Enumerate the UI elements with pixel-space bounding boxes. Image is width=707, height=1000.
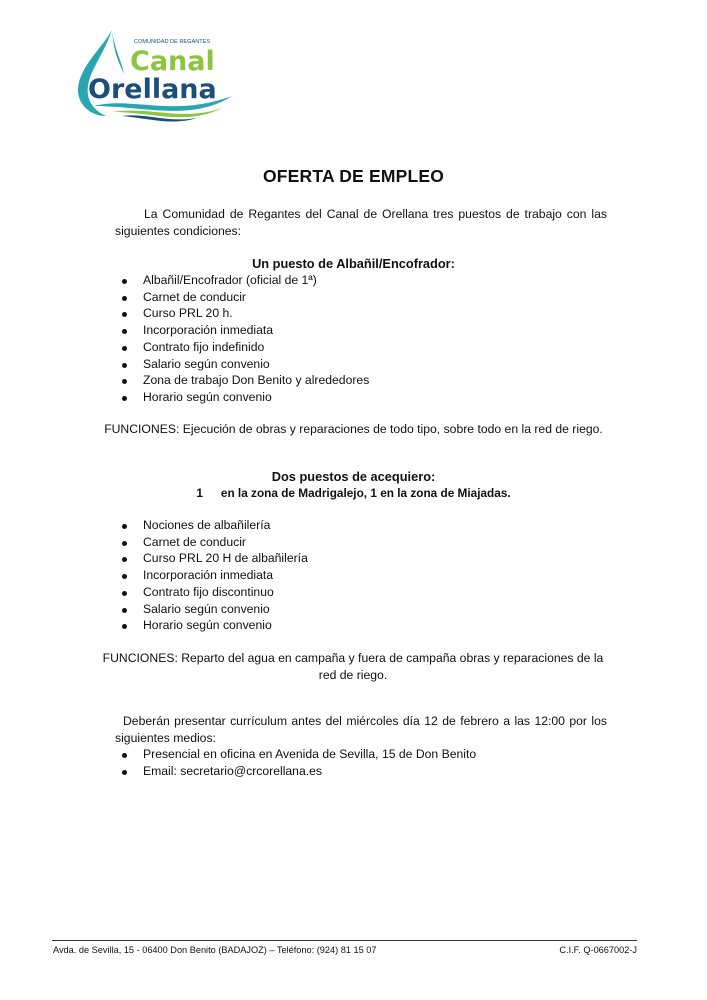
bullet-icon: [122, 363, 127, 368]
section2-functions: FUNCIONES: Reparto del agua en campaña y fuera de campaña obras y reparaciones de la red de riego.: [102, 651, 604, 682]
list-item: Presencial en oficina en Avenida de Sevilla, 15 de Don Benito: [122, 746, 476, 763]
application-methods-list: [122, 746, 476, 779]
bullet-icon: [122, 770, 127, 775]
list-item: Horario según convenio: [122, 389, 369, 406]
bullet-icon: [122, 346, 127, 351]
page-title: OFERTA DE EMPLEO: [262, 166, 445, 186]
bullet-icon: [122, 541, 127, 546]
bullet-icon: [122, 329, 127, 334]
list-item: Albañil/Encofrador (oficial de 1ª): [122, 272, 369, 289]
section1-functions: FUNCIONES: Ejecución de obras y reparaciones de todo tipo, sobre todo en la red de riego.: [104, 422, 603, 436]
list-item: Nociones de albañilería: [122, 517, 308, 534]
list-item: Curso PRL 20 h.: [122, 305, 369, 322]
email-link[interactable]: Email: secretario@crcorellana.es: [143, 763, 322, 778]
bullet-icon: [122, 312, 127, 317]
section1-requirements-list: [122, 272, 369, 406]
list-item: Zona de trabajo Don Benito y alrededores: [122, 372, 369, 389]
footer-divider: [52, 940, 637, 941]
logo-name-orellana: Orellana: [88, 74, 217, 105]
footer-cif: C.I.F. Q-0667002-J: [559, 945, 637, 955]
list-item: Carnet de conducir: [122, 534, 308, 551]
list-item: Carnet de conducir: [122, 289, 369, 306]
bullet-icon: [122, 557, 127, 562]
bullet-icon: [122, 396, 127, 401]
list-item: Contrato fijo indefinido: [122, 339, 369, 356]
canal-orellana-logo: [72, 26, 242, 126]
intro-text: La Comunidad de Regantes del Canal de Orellana tres puestos de trabajo con las siguientes condiciones:: [115, 207, 607, 238]
list-item: Incorporación inmediata: [122, 322, 369, 339]
list-item: Salario según convenio: [122, 356, 369, 373]
footer-address: Avda. de Sevilla, 15 - 06400 Don Benito (BADAJOZ) – Teléfono: (924) 81 15 07: [53, 945, 377, 955]
section2-subheading: [0, 486, 707, 500]
logo-name-canal: Canal: [130, 46, 215, 77]
bullet-icon: [122, 624, 127, 629]
bullet-icon: [122, 524, 127, 529]
bullet-icon: [122, 591, 127, 596]
water-drop-logo-icon: [72, 26, 242, 126]
application-text: Deberán presentar currículum antes del miércoles día 12 de febrero a las 12:00 por los siguientes medios:: [115, 714, 607, 745]
subheading-text: en la zona de Madrigalejo, 1 en la zona de Miajadas.: [220, 486, 511, 500]
logo-subtitle: COMUNIDAD DE REGANTES: [134, 39, 211, 45]
intro-paragraph: [115, 206, 607, 239]
bullet-icon: [122, 296, 127, 301]
subheading-number: 1: [196, 486, 203, 500]
bullet-icon: [122, 574, 127, 579]
section2-heading: Dos puestos de acequiero:: [271, 469, 436, 484]
list-item: Contrato fijo discontinuo: [122, 584, 308, 601]
bullet-icon: [122, 608, 127, 613]
list-item[interactable]: [122, 763, 476, 780]
section1-heading: Un puesto de Albañil/Encofrador:: [252, 256, 455, 271]
bullet-icon: [122, 279, 127, 284]
application-paragraph: [115, 713, 607, 746]
section2-requirements-list: [122, 517, 308, 634]
list-item: Curso PRL 20 H de albañilería: [122, 550, 308, 567]
list-item: Salario según convenio: [122, 601, 308, 618]
bullet-icon: [122, 379, 127, 384]
list-item: Incorporación inmediata: [122, 567, 308, 584]
list-item: Horario según convenio: [122, 617, 308, 634]
bullet-icon: [122, 753, 127, 758]
